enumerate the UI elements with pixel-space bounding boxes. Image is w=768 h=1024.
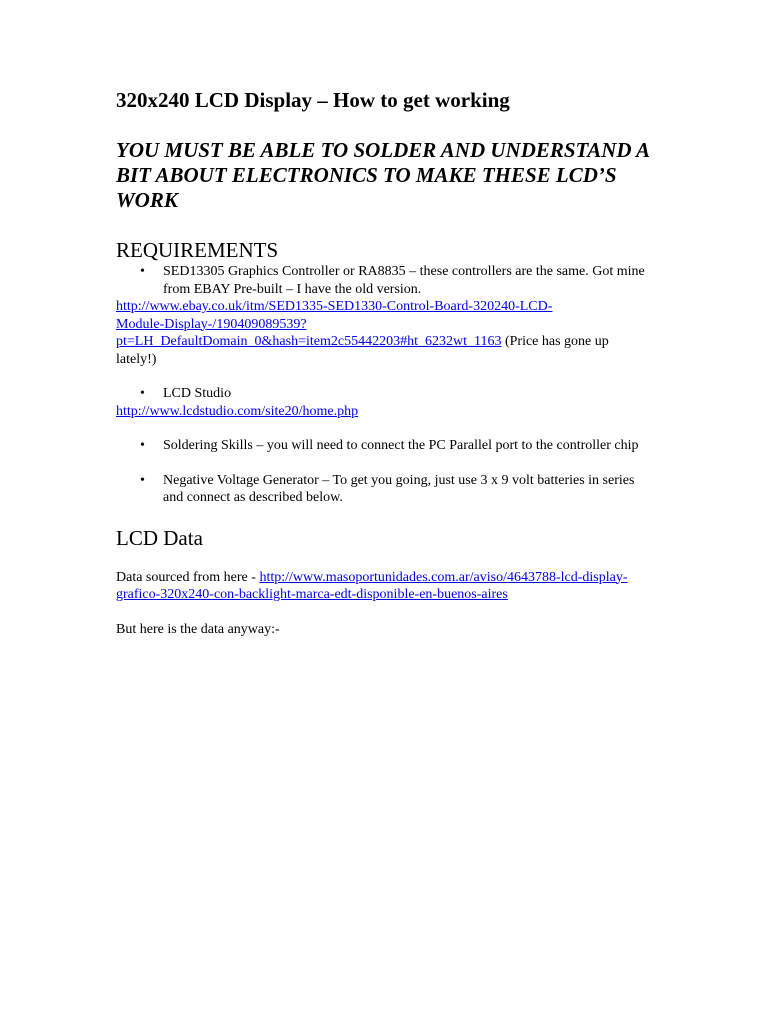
page-title: 320x240 LCD Display – How to get working	[116, 88, 510, 112]
requirements-heading: REQUIREMENTS	[116, 238, 279, 262]
data-source-paragraph	[116, 569, 652, 604]
document-page	[116, 86, 652, 638]
lcd-data-heading: LCD Data	[116, 525, 203, 550]
bullet-icon: •	[140, 264, 145, 279]
ebay-link[interactable]: http://www.ebay.co.uk/itm/SED1335-SED1330-Control-Board-320240-LCD- Module-Display-/190409089539? pt=LH_DefaultDomain_0&hash=item2c55442203#ht_6232wt_1163	[116, 299, 553, 349]
closing-text: But here is the data anyway:-	[116, 621, 280, 637]
warning-text: YOU MUST BE ABLE TO SOLDER AND UNDERSTAND A BIT ABOUT ELECTRONICS TO MAKE THESE LCD’S WORK	[116, 138, 649, 212]
bullet-icon: •	[140, 386, 145, 401]
price-note: (Price has gone up lately!)	[116, 334, 609, 367]
requirement-text: Soldering Skills – you will need to connect the PC Parallel port to the controller chip	[163, 438, 639, 453]
requirement-item-controller	[116, 263, 652, 368]
lcdstudio-link[interactable]: http://www.lcdstudio.com/site20/home.php	[116, 403, 359, 419]
requirement-text: SED13305 Graphics Controller or RA8835 – these controllers are the same. Got mine from EBAY Pre-built – I have the old version.	[163, 264, 645, 297]
requirement-item-negative-voltage	[116, 472, 652, 507]
source-prefix: Data sourced from here -	[116, 569, 260, 585]
requirement-item-soldering	[116, 437, 652, 455]
requirement-item-lcd-studio	[116, 385, 652, 420]
masoportunidades-link[interactable]: http://www.masoportunidades.com.ar/aviso/4643788-lcd-display-grafico-320x240-con-backlight-marca-edt-disponible-en-buenos-aires	[116, 569, 628, 602]
requirement-text: LCD Studio	[163, 386, 232, 401]
bullet-icon: •	[140, 438, 145, 453]
requirement-text: Negative Voltage Generator – To get you going, just use 3 x 9 volt batteries in series and connect as described below.	[163, 472, 635, 505]
requirements-list	[116, 263, 652, 507]
bullet-icon: •	[140, 472, 145, 488]
